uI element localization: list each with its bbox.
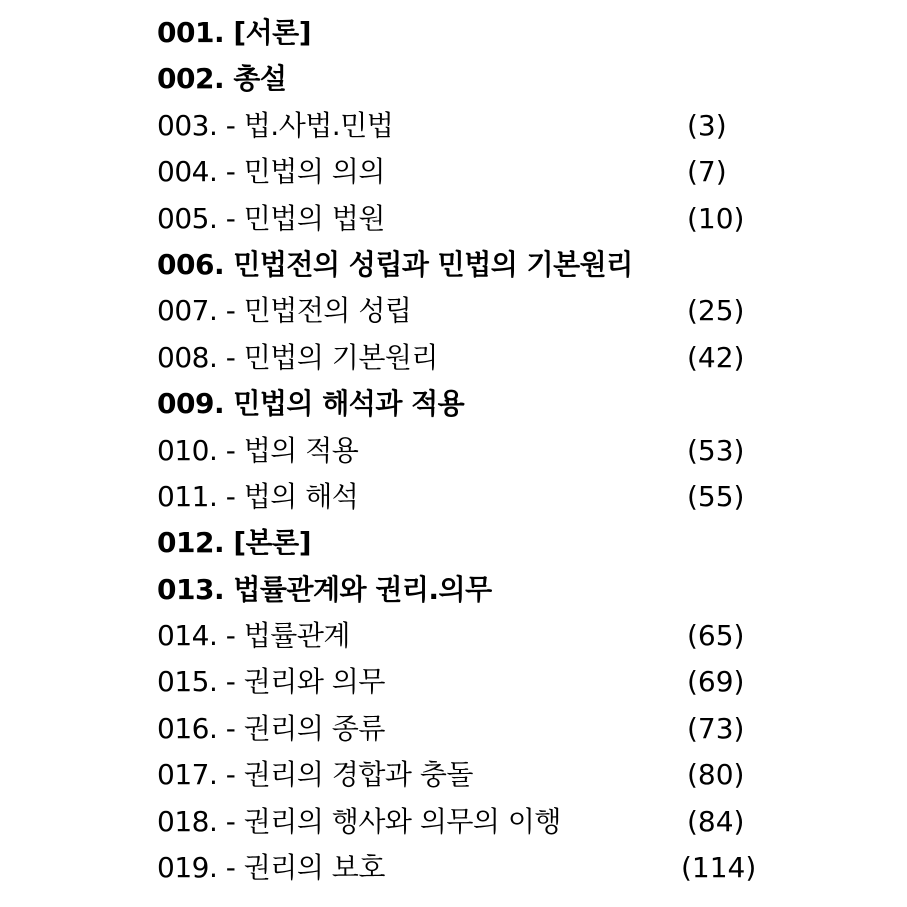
toc-entry (157, 196, 777, 242)
toc-entry-title: 001. [서론] (157, 16, 312, 49)
toc-entry (157, 752, 777, 798)
toc-entry-page: (114) (681, 851, 757, 885)
toc-entry-title: 010. - 법의 적용 (157, 433, 359, 467)
toc-entry-title: 012. [본론] (157, 526, 312, 560)
toc-entry (157, 613, 777, 659)
toc-entry-title: 006. 민법전의 성립과 민법의 기본원리 (157, 247, 633, 281)
toc-entry-page: (53) (687, 433, 745, 467)
toc-entry-page: (65) (687, 619, 745, 653)
toc-entry-title: 004. - 민법의 의의 (157, 155, 385, 189)
toc-entry-title: 011. - 법의 해석 (157, 479, 359, 513)
toc-entry (157, 56, 777, 102)
toc-entry-title: 002. 총설 (157, 62, 287, 96)
toc-entry-page: (69) (687, 665, 745, 699)
toc-entry (157, 428, 777, 474)
toc-entry (157, 520, 777, 566)
toc-entry-title: 003. - 법.사법.민법 (157, 108, 394, 142)
toc-entry-page: (7) (687, 155, 727, 189)
toc-entry-title: 013. 법률관계와 권리.의무 (157, 572, 492, 606)
toc-entry (157, 845, 777, 891)
toc-entry (157, 10, 777, 56)
toc-entry (157, 567, 777, 613)
toc-entry-page: (25) (687, 294, 745, 328)
toc-entry-page: (55) (687, 479, 745, 513)
toc-entry (157, 242, 777, 288)
toc-entry-page: (42) (687, 340, 745, 374)
toc-entry-title: 017. - 권리의 경합과 충돌 (157, 758, 473, 792)
toc-entry-page: (80) (687, 758, 745, 792)
toc-entry (157, 799, 777, 845)
table-of-contents (157, 10, 777, 891)
toc-entry-title: 008. - 민법의 기본원리 (157, 340, 438, 374)
toc-entry-title: 005. - 민법의 법원 (157, 201, 385, 235)
toc-entry-title: 009. 민법의 해석과 적용 (157, 387, 465, 421)
toc-entry-page: (84) (687, 804, 745, 838)
toc-entry (157, 149, 777, 195)
toc-entry-title: 014. - 법률관계 (157, 619, 350, 653)
toc-entry-title: 015. - 권리와 의무 (157, 665, 385, 699)
toc-entry-title: 019. - 권리의 보호 (157, 851, 385, 885)
toc-entry (157, 103, 777, 149)
toc-entry-page: (10) (687, 201, 745, 235)
toc-entry (157, 706, 777, 752)
toc-entry-page: (73) (687, 711, 745, 745)
toc-entry (157, 474, 777, 520)
toc-entry (157, 659, 777, 705)
toc-entry (157, 381, 777, 427)
toc-entry-title: 016. - 권리의 종류 (157, 711, 385, 745)
toc-entry-page: (3) (687, 108, 727, 142)
toc-entry (157, 335, 777, 381)
toc-entry (157, 288, 777, 334)
toc-entry-title: 018. - 권리의 행사와 의무의 이행 (157, 804, 561, 838)
toc-entry-title: 007. - 민법전의 성립 (157, 294, 412, 328)
